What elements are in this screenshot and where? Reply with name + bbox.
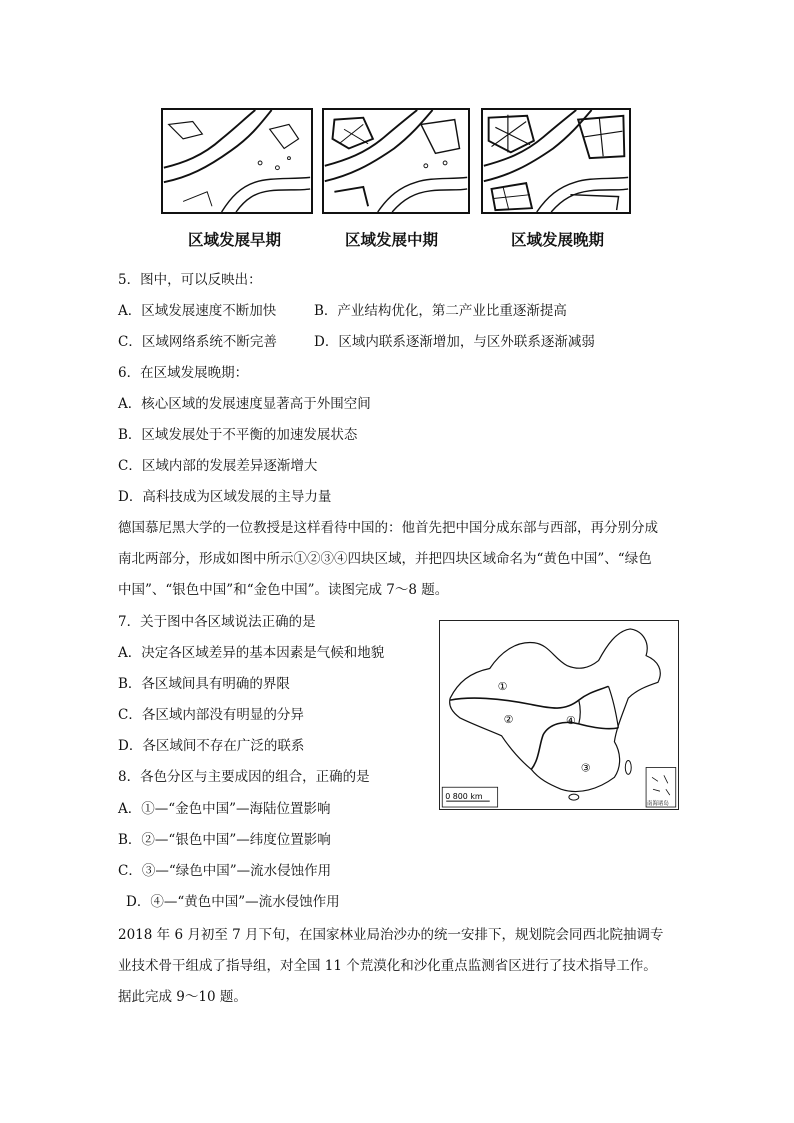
- q8-option-d[interactable]: D．④—“黄色中国”—流水侵蚀作用: [126, 894, 340, 910]
- map-label-middle: 区域发展中期: [345, 231, 439, 249]
- inset-label: 南海诸岛: [647, 801, 669, 808]
- map-late: [481, 108, 631, 214]
- q7-option-c[interactable]: C．各区域内部没有明显的分异: [118, 707, 304, 723]
- passage2-line3: 据此完成 9～10 题。: [118, 989, 247, 1005]
- passage1-line1: 德国慕尼黑大学的一位教授是这样看待中国的：他首先把中国分成东部与西部，再分别分成: [118, 520, 658, 536]
- q5-stem: 5．图中，可以反映出：: [118, 272, 262, 288]
- passage2-line1: 2018 年 6 月初至 7 月下旬，在国家林业局治沙办的统一安排下，规划院会同西北院抽调专: [118, 927, 664, 943]
- map-label-early: 区域发展早期: [188, 231, 282, 249]
- region-label-2: ②: [503, 712, 514, 726]
- passage1-line3: 中国”、“银色中国”和“金色中国”。读图完成 7～8 题。: [118, 582, 449, 598]
- map-early: [161, 108, 313, 214]
- china-regions-map: [439, 620, 679, 810]
- q7-option-d[interactable]: D．各区域间不存在广泛的联系: [118, 738, 305, 754]
- q7-option-a[interactable]: A．决定各区域差异的基本因素是气候和地貌: [118, 645, 385, 661]
- q6-option-a[interactable]: A．核心区域的发展速度显著高于外围空间: [118, 396, 371, 412]
- passage2-line2: 业技术骨干组成了指导组，对全国 11 个荒漠化和沙化重点监测省区进行了技术指导工作。: [118, 958, 657, 974]
- map-label-late: 区域发展晚期: [511, 231, 605, 249]
- q5-option-d[interactable]: D．区域内联系逐渐增加，与区外联系逐渐减弱: [314, 334, 595, 350]
- q5-option-b[interactable]: B．产业结构优化，第二产业比重逐渐提高: [314, 303, 567, 319]
- map-late-drawing: [483, 110, 629, 212]
- q5-option-a[interactable]: A．区域发展速度不断加快: [118, 303, 277, 319]
- map-middle: [322, 108, 470, 214]
- q8-stem: 8．各色分区与主要成因的组合，正确的是: [118, 769, 370, 785]
- q8-option-a[interactable]: A．①—“金色中国”—海陆位置影响: [118, 801, 331, 817]
- map-scale: 0 800 km: [445, 792, 483, 802]
- map-middle-drawing: [324, 110, 468, 212]
- q5-option-c[interactable]: C．区域网络系统不断完善: [118, 334, 277, 350]
- q7-stem: 7．关于图中各区域说法正确的是: [118, 614, 316, 630]
- region-label-4: ④: [565, 713, 576, 727]
- china-map-drawing: [440, 621, 678, 809]
- region-label-3: ③: [580, 761, 591, 775]
- passage1-line2: 南北两部分，形成如图中所示①②③④四块区域，并把四块区域命名为“黄色中国”、“绿色: [118, 551, 652, 567]
- map-early-drawing: [163, 110, 311, 212]
- q7-option-b[interactable]: B．各区域间具有明确的界限: [118, 676, 290, 692]
- q6-option-d[interactable]: D．高科技成为区域发展的主导力量: [118, 489, 332, 505]
- q6-option-b[interactable]: B．区域发展处于不平衡的加速发展状态: [118, 427, 358, 443]
- q8-option-b[interactable]: B．②—“银色中国”—纬度位置影响: [118, 832, 331, 848]
- q6-stem: 6．在区域发展晚期：: [118, 365, 249, 381]
- q6-option-c[interactable]: C．区域内部的发展差异逐渐增大: [118, 458, 318, 474]
- region-label-1: ①: [497, 680, 508, 694]
- q8-option-c[interactable]: C．③—“绿色中国”—流水侵蚀作用: [118, 863, 332, 879]
